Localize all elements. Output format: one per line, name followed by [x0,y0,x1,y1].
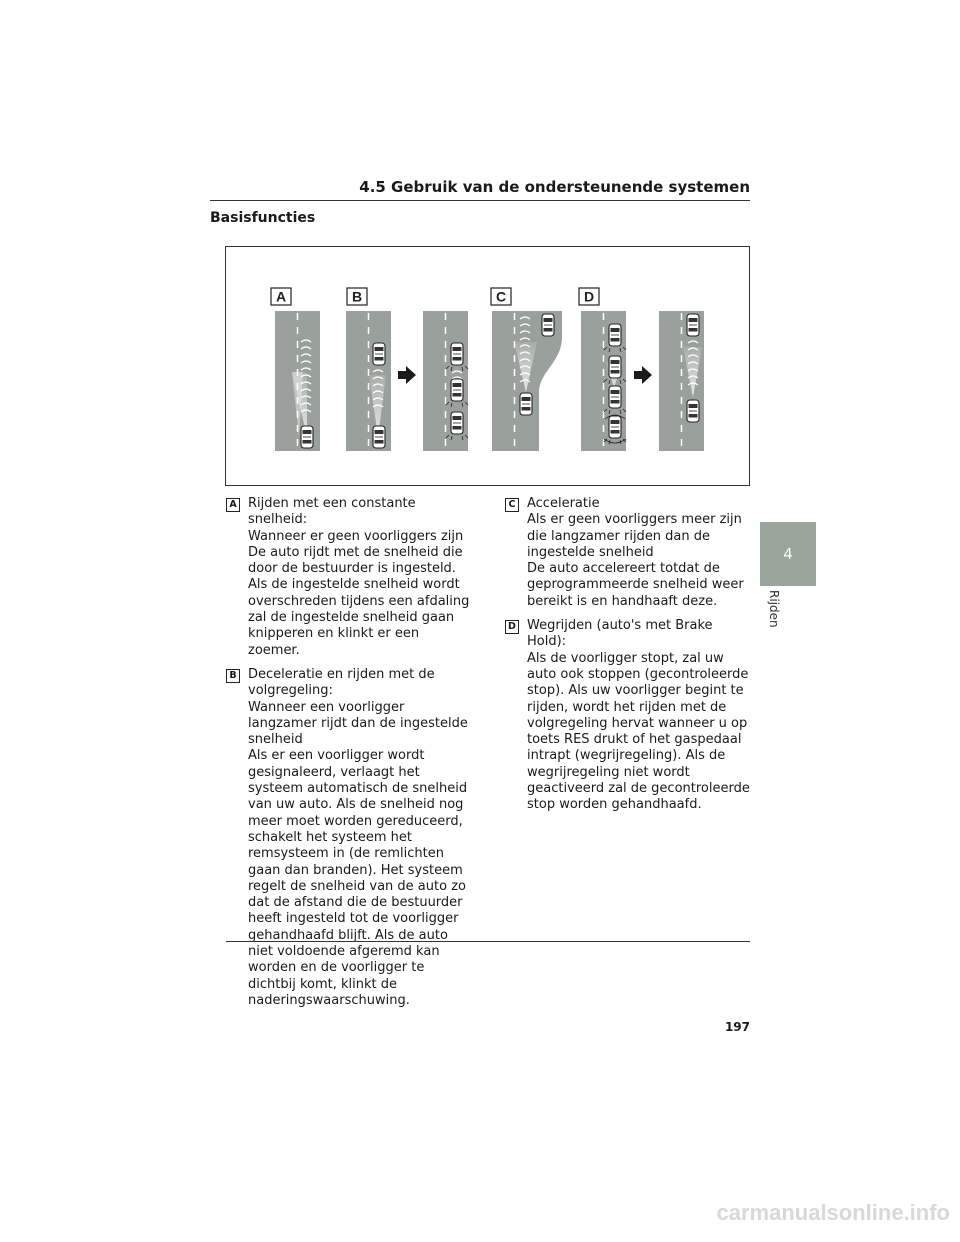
svg-text:A: A [275,288,287,305]
chapter-tab[interactable]: 4 [760,522,816,586]
item-head: Deceleratie en rijden met de volgregeling: [248,666,435,699]
item-badge: C [505,498,519,512]
panel-label-d [579,288,599,305]
left-column [226,496,471,1017]
svg-text:B: B [351,288,363,305]
chapter-label [765,590,785,630]
item-badge: B [226,669,240,683]
list-item [505,496,755,610]
item-body: Wanneer er geen voorliggers zijn De auto rijdt met de snelheid die door de bestuurder is ingesteld. Als de ingestelde snelheid wordt overschreden tijdens een afdaling zal de ingestelde snelheid gaan knipperen en klinkt er een zoemer. [248,528,470,658]
chapter-label-text: Rijden [767,590,781,628]
arrow-right-icon [634,366,652,384]
road-d-before [581,311,626,451]
road-d-after [659,311,704,451]
road-b-after [423,311,468,451]
list-item [226,496,471,659]
svg-text:C: C [495,288,507,305]
list-item [226,667,471,1009]
road-c [492,311,562,451]
panel-label-c [491,288,511,305]
list-item [505,618,755,814]
panel-label-a [271,288,291,305]
right-column [505,496,755,822]
item-head: Wegrijden (auto's met Brake Hold): [527,618,713,650]
item-badge: A [226,498,240,512]
page-number: 197 [724,1020,750,1034]
panel-label-b [347,288,367,305]
road-b-before [346,311,391,451]
item-body: Als er geen voorliggers meer zijn die langzamer rijden dan de ingestelde snelheid De auto accelereert totdat de geprogrammeerde snelheid weer bereikt is en handhaaft deze. [527,512,744,609]
item-head: Rijden met een constante snelheid: [248,496,416,528]
cruise-control-diagram [226,247,751,487]
figure-box [225,246,750,486]
item-head: Acceleratie [527,496,600,511]
item-body: Als de voorligger stopt, zal uw auto ook stoppen (gecontroleerde stop). Als uw voorligger begint te rijden, wordt het rijden met de volgregeling hervat wanneer u op toets RES drukt of het gaspedaal intrapt (wegrijregeling). Als de wegrijregeling niet wordt geactiveerd zal de gecontroleerde stop worden gehandhaafd. [527,650,750,813]
section-header: 4.5 Gebruik van de ondersteunende systemen [210,178,750,201]
page-heading: Basisfuncties [210,210,316,226]
svg-text:D: D [583,288,595,305]
arrow-right-icon [398,366,416,384]
item-badge: D [505,620,519,634]
item-body: Wanneer een voorligger langzamer rijdt dan de ingestelde snelheid Als er een voorligger wordt gesignaleerd, verlaagt het systeem automatisch de snelheid van uw auto. Als de snelheid nog meer moet worden gereduceerd, schakelt het systeem het remsysteem in (de remlichten gaan dan branden). Het systeem regelt de snelheid van de auto zo dat de afstand die de bestuurder heeft ingesteld tot de voorligger gehandhaafd blijft. Als de auto niet voldoende afgeremd kan worden en de voorligger te dichtbij komt, klinkt de naderingswaarschuwing. [248,699,468,1008]
watermark: carmanualsonline.info [716,1200,950,1225]
road-a [275,311,320,451]
bottom-rule [226,941,750,942]
